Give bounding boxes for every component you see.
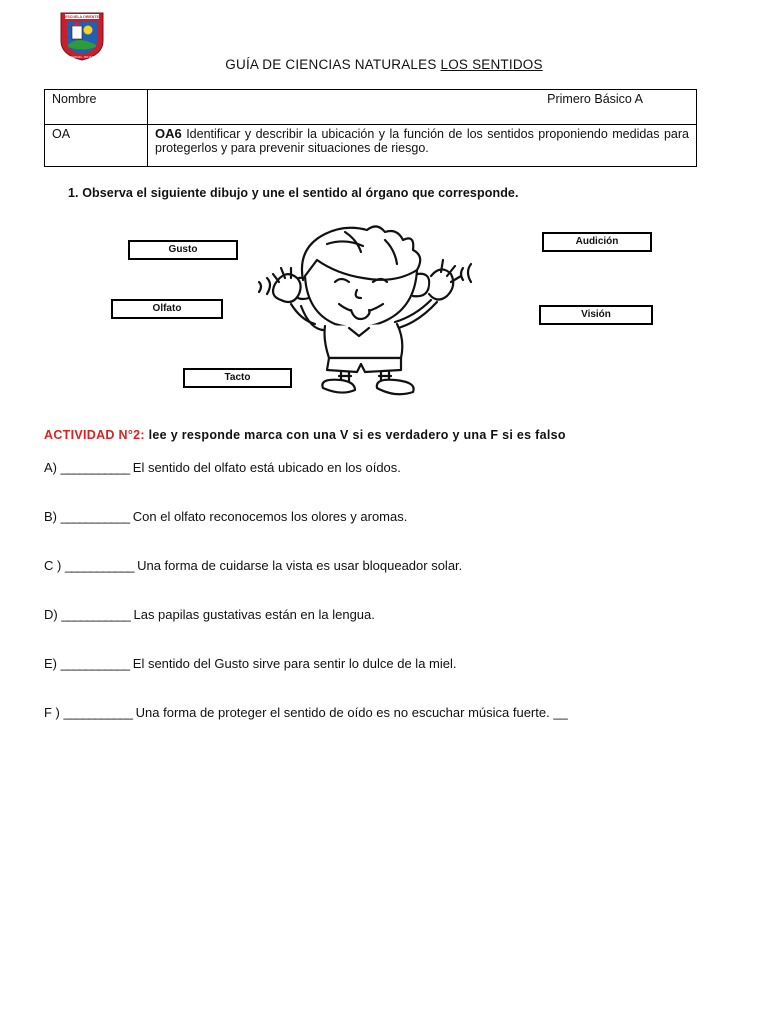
- activity2-title: ACTIVIDAD N°2:: [44, 428, 145, 442]
- item-letter: E): [44, 656, 61, 671]
- item-letter: F ): [44, 705, 64, 720]
- item-letter: D): [44, 607, 62, 622]
- name-label: Nombre: [45, 90, 148, 125]
- list-item: [44, 509, 407, 524]
- answer-blank[interactable]: ___________: [63, 705, 133, 720]
- activity2-instruction: lee y responde marca con una V si es verdadero y una F si es falso: [144, 428, 566, 442]
- answer-blank[interactable]: ___________: [60, 460, 130, 475]
- answer-blank[interactable]: ___________: [60, 509, 130, 524]
- label-tacto[interactable]: Tacto: [183, 368, 292, 388]
- child-cartoon-illustration: [245, 220, 485, 400]
- title-topic: LOS SENTIDOS: [440, 57, 543, 72]
- label-gusto[interactable]: Gusto: [128, 240, 238, 260]
- list-item: [44, 558, 462, 573]
- label-vision[interactable]: Visión: [539, 305, 653, 325]
- item-statement: Con el olfato reconocemos los olores y aromas.: [129, 509, 408, 524]
- name-cell[interactable]: [148, 90, 697, 125]
- list-item: [44, 460, 401, 475]
- grade-label: Primero Básico A: [547, 92, 643, 106]
- item-letter: A): [44, 460, 61, 475]
- school-shield-logo: [58, 11, 106, 61]
- item-letter: B): [44, 509, 61, 524]
- activity2-heading: [44, 428, 566, 442]
- label-audicion[interactable]: Audición: [542, 232, 652, 252]
- student-info-table: [44, 89, 697, 167]
- page-title: [0, 57, 768, 72]
- oa-text: Identificar y describir la ubicación y la función de los sentidos proponiendo medidas para protegerlos y para prevenir situaciones de riesgo.: [155, 127, 689, 155]
- activity1-instruction: 1. Observa el siguiente dibujo y une el sentido al órgano que corresponde.: [68, 186, 519, 200]
- item-statement: El sentido del olfato está ubicado en los oídos.: [129, 460, 401, 475]
- answer-blank[interactable]: ___________: [64, 558, 134, 573]
- logo-bottom-text: SERGIO - ROJAS: [70, 55, 94, 59]
- oa-description: [148, 125, 697, 167]
- list-item: [44, 607, 375, 622]
- table-row-name: [45, 90, 697, 125]
- answer-blank[interactable]: ___________: [60, 656, 130, 671]
- logo-top-text: ESCUELA ORIENTE: [64, 15, 100, 19]
- oa-code: OA6: [155, 126, 182, 141]
- item-letter: C ): [44, 558, 65, 573]
- item-statement: Una forma de proteger el sentido de oído es no escuchar música fuerte. __: [132, 705, 568, 720]
- list-item: [44, 656, 457, 671]
- answer-blank[interactable]: ___________: [61, 607, 130, 622]
- label-olfato[interactable]: Olfato: [111, 299, 223, 319]
- list-item: [44, 705, 568, 720]
- item-statement: El sentido del Gusto sirve para sentir lo dulce de la miel.: [129, 656, 457, 671]
- table-row-oa: [45, 125, 697, 167]
- title-main: GUÍA DE CIENCIAS NATURALES: [225, 57, 441, 72]
- item-statement: Las papilas gustativas están en la lengua.: [129, 607, 375, 622]
- oa-label: OA: [45, 125, 148, 167]
- item-statement: Una forma de cuidarse la vista es usar bloqueador solar.: [133, 558, 463, 573]
